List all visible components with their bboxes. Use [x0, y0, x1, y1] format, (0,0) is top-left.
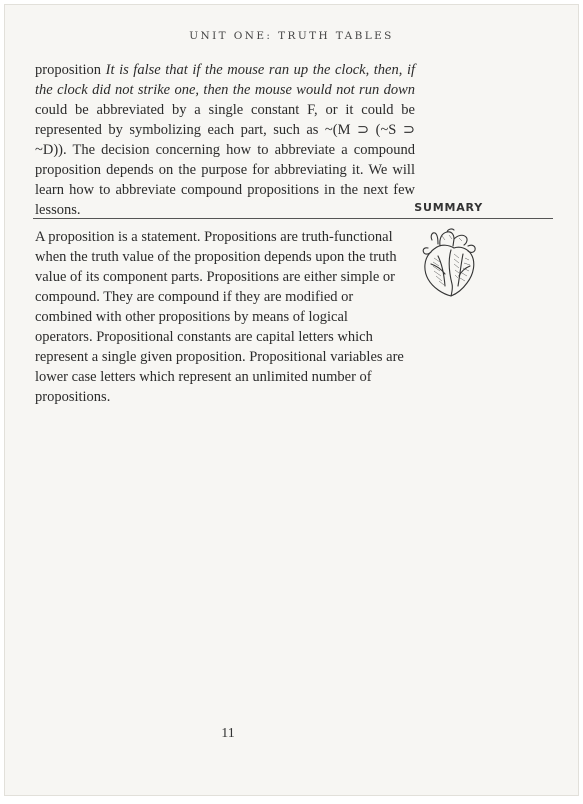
- book-page: [4, 4, 579, 796]
- summary-heading: SUMMARY: [414, 201, 483, 214]
- intro-rest: could be abbreviated by a single constant F, or it could be represented by symbolizing each part, such as ~(M ⊃ (~S ⊃ ~D)). The decision concerning how to abbreviate a compound proposition depends on the purpose for abbreviating it. We will learn how to abbreviate compound propositions in the next few lessons.: [35, 102, 415, 218]
- anatomical-heart-icon: [418, 228, 484, 298]
- intro-paragraph: [35, 60, 415, 220]
- summary-paragraph: A proposition is a statement. Propositions are truth-functional when the truth value of the proposition depends upon the truth value of its component parts. Propositions are either simple or compound. They are compound if they are modified or combined with other propositions by means of logical operators. Propositional constants are capital letters which represent a single given proposition. Propositional variables are lower case letters which represent an unlimited number of propositions.: [35, 229, 404, 405]
- running-header: UNIT ONE: TRUTH TABLES: [189, 30, 394, 42]
- intro-lead: proposition: [35, 62, 106, 78]
- section-divider: [33, 218, 553, 219]
- page-number: 11: [221, 726, 235, 741]
- intro-italic-example: It is false that if the mouse ran up the clock, then, if the clock did not strike one, then the mouse would not run down: [35, 62, 415, 98]
